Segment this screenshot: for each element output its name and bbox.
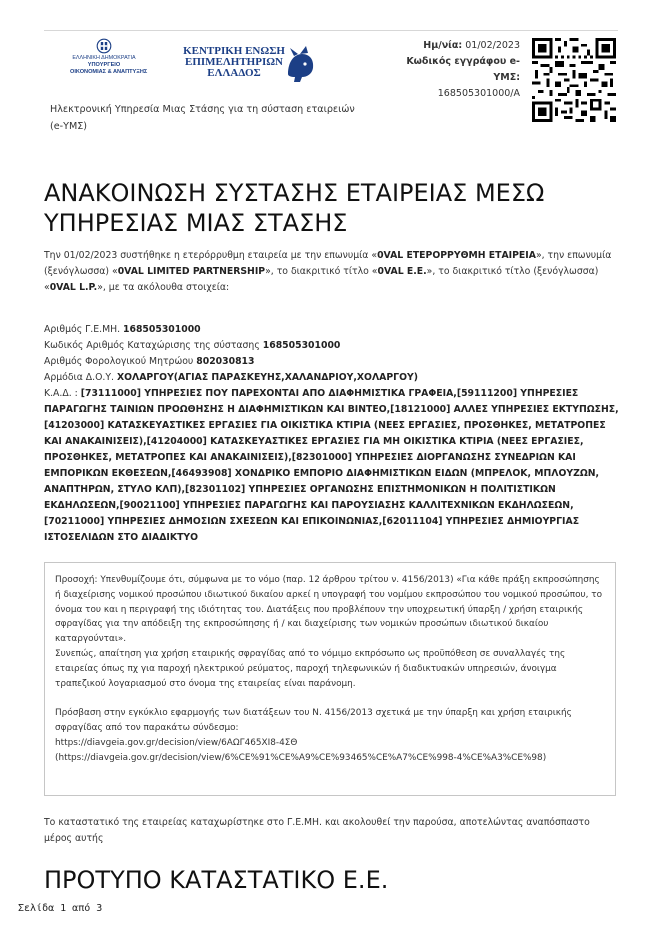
doy-label: Αρμόδια Δ.Ο.Υ. — [44, 372, 117, 383]
date-label: Ημ/νία: — [423, 40, 463, 51]
ministry-logo — [70, 38, 148, 76]
distinctive-title: 0VAL Ε.Ε. — [377, 266, 427, 277]
company-name-foreign: 0VAL LIMITED PARTNERSHIP — [117, 266, 266, 277]
document-meta — [380, 38, 520, 102]
doy-value: ΧΟΛΑΡΓΟΥ(ΑΓΙΑΣ ΠΑΡΑΣΚΕΥΗΣ,ΧΑΛΑΝΔΡΙΟΥ,ΧΟΛΑΡΓΟΥ) — [116, 372, 418, 383]
kee-logo — [174, 46, 294, 79]
statute-note: Το καταστατικό της εταιρείας καταχωρίστηκε στο Γ.Ε.ΜΗ. και ακολουθεί την παρούσα, αποτελώντας αναπόσπαστο μέρος αυτής — [44, 817, 590, 844]
intro-text: », την επωνυμία (ξενόγλωσσα) « — [44, 250, 612, 277]
registration-value: 168505301000 — [262, 340, 341, 351]
section-title: ΠΡΟΤΥΠΟ ΚΑΤΑΣΤΑΤΙΚΟ Ε.Ε. — [44, 866, 389, 894]
gemi-label: Αριθμός Γ.Ε.ΜΗ. — [44, 324, 123, 335]
page-title: ΑΝΑΚΟΙΝΩΣΗ ΣΥΣΤΑΣΗΣ ΕΤΑΙΡΕΙΑΣ ΜΕΣΩ ΥΠΗΡΕΣΙΑΣ ΜΙΑΣ ΣΤΑΣΗΣ — [44, 179, 545, 237]
greek-emblem-icon — [96, 38, 112, 54]
afm-value: 802030813 — [196, 356, 255, 367]
ministry-logo-line: ΕΛΛΗΝΙΚΗ ΔΗΜΟΚΡΑΤΙΑ — [72, 55, 136, 61]
header-divider — [44, 30, 618, 31]
doc-code-label: Κωδικός εγγράφου e-ΥΜΣ: — [406, 56, 520, 83]
intro-text: », με τα ακόλουθα στοιχεία: — [97, 282, 230, 293]
intro-paragraph — [44, 248, 617, 296]
afm-label: Αριθμός Φορολογικού Μητρώου — [44, 356, 197, 367]
kee-logo-line: ΕΛΛΑΔΟΣ — [207, 67, 261, 79]
diavgeia-link[interactable]: https://diavgeia.gov.gr/decision/view/6ΑΩΓ465ΧΙ8-4ΣΘ — [55, 737, 298, 748]
intro-text: », το διακριτικό τίτλο (ξενόγλωσσα) « — [44, 266, 599, 293]
hermes-head-icon — [280, 44, 320, 84]
kad-value: [73111000] ΥΠΗΡΕΣΙΕΣ ΠΟΥ ΠΑΡΕΧΟΝΤΑΙ ΑΠΟ ΔΙΑΦΗΜΙΣΤΙΚΑ ΓΡΑΦΕΙΑ,[59111200] ΥΠΗΡΕΣΙΕΣ ΠΑΡΑΓΩΓΗΣ ΤΑΙΝΙΩΝ ΠΡΟΩΘΗΣΗΣ Η ΔΙΑΦΗΜΙΣΤΙΚΩΝ ΚΑΙ ΒΙΝΤΕΟ,[18121000] ΑΛΛΕΣ ΥΠΗΡΕΣΙΕΣ ΕΚΤΥΠΩΣΗΣ,[41203000] ΚΑΤΑΣΚΕΥΑΣΤΙΚΕΣ ΕΡΓΑΣΙΕΣ ΓΙΑ ΟΙΚΙΣΤΙΚΑ ΚΤΙΡΙΑ (ΝΕΕΣ ΕΡΓΑΣΙΕΣ, ΠΡΟΣΘΗΚΕΣ, ΜΕΤΑΤΡΟΠΕΣ ΚΑΙ ΑΝΑΚΑΙΝΙΣΕΙΣ),[41204000] ΚΑΤΑΣΚΕΥΑΣΤΙΚΕΣ ΕΡΓΑΣΙΕΣ ΓΙΑ ΜΗ ΟΙΚΙΣΤΙΚΑ ΚΤΙΡΙΑ (ΝΕΕΣ ΕΡΓΑΣΙΕΣ, ΠΡΟΣΘΗΚΕΣ, ΜΕΤΑΤΡΟΠΕΣ ΚΑΙ ΑΝΑΚΑΙΝΙΣΕΙΣ),[82301000] ΥΠΗΡΕΣΙΕΣ ΔΙΟΡΓΑΝΩΣΗΣ ΣΥΝΕΔΡΙΩΝ ΚΑΙ ΕΜΠΟΡΙΚΩΝ ΕΚΘΕΣΕΩΝ,[46493908] ΧΟΝΔΡΙΚΟ ΕΜΠΟΡΙΟ ΔΙΑΦΗΜΙΣΤΙΚΩΝ ΕΙΔΩΝ (ΜΠΡΕΛΟΚ, ΜΠΛΟΥΖΩΝ, ΑΝΑΠΤΗΡΩΝ, ΣΤΥΛΟ ΚΛΠ),[82301102] ΥΠΗΡΕΣΙΕΣ ΟΡΓΑΝΩΣΗΣ ΕΠΙΣΤΗΜΟΝΙΚΩΝ Η ΠΟΛΙΤΙΣΤΙΚΩΝ ΕΚΔΗΛΩΣΕΩΝ,[90021100] ΥΠΗΡΕΣΙΕΣ ΠΑΡΑΓΩΓΗΣ ΚΑΙ ΠΑΡΟΥΣΙΑΣΗΣ ΚΑΛΛΙΤΕΧΝΙΚΩΝ ΕΚΔΗΛΩΣΕΩΝ,[70211000] ΥΠΗΡΕΣΙΕΣ ΔΗΜΟΣΙΩΝ ΣΧΕΣΕΩΝ ΚΑΙ ΕΠΙΚΟΙΝΩΝΙΑΣ,[62011104] ΥΠΗΡΕΣΙΕΣ ΔΗΜΙΟΥΡΓΙΑΣ ΙΣΤΟΣΕΛΙΔΩΝ ΣΤΟ ΔΙΑΔΙΚΤΥΟ — [44, 388, 619, 543]
afm-row — [44, 354, 619, 370]
service-description: Ηλεκτρονική Υπηρεσία Μιας Στάσης για τη σύσταση εταιρειών (e-ΥΜΣ) — [50, 104, 355, 132]
qr-code-icon — [532, 38, 616, 122]
distinctive-title-foreign: 0VAL L.P. — [49, 282, 98, 293]
kad-label: Κ.Α.Δ. : — [44, 388, 81, 399]
diavgeia-link-encoded[interactable]: (https://diavgeia.gov.gr/decision/view/6%CE%91%CE%A9%CE%93465%CE%A7%CE%998-4%CE%A3%CE%98) — [55, 752, 547, 763]
notice-paragraph: Πρόσβαση στην εγκύκλιο εφαρμογής των διατάξεων του Ν. 4156/2013 σχετικά με την ύπαρξη και χρήση εταιρικής σφραγίδας από τον παρακάτω σύνδεσμο: — [55, 708, 572, 734]
notice-paragraph: Συνεπώς, απαίτηση για χρήση εταιρικής σφραγίδας από το νόμιμο εκπρόσωπο ως προϋπόθεση σε συναλλαγές της εταιρείας όπως πχ για παροχή ηλεκτρικού ρεύματος, παροχή τηλεφωνικών ή διαδικτυακών υπηρεσιών, άνοιγμα τραπεζικού λογαριασμού στο όνομα της εταιρείας είναι παράνομη. — [55, 648, 566, 689]
doy-row — [44, 370, 619, 386]
page-number: Σελίδα 1 από 3 — [18, 903, 103, 914]
gemi-value: 168505301000 — [123, 324, 201, 335]
gemi-row — [44, 322, 619, 338]
date-value: 01/02/2023 — [465, 40, 520, 51]
notice-box — [44, 562, 616, 796]
kee-logo-line: ΚΕΝΤΡΙΚΗ ΕΝΩΣΗ — [183, 45, 285, 57]
ministry-logo-line: ΟΙΚΟΝΟΜΙΑΣ & ΑΝΑΠΤΥΞΗΣ — [70, 69, 148, 75]
registration-label: Κωδικός Αριθμός Καταχώρισης της σύστασης — [44, 340, 263, 351]
kee-logo-line: ΕΠΙΜΕΛΗΤΗΡΙΩΝ — [185, 56, 283, 68]
company-details — [44, 322, 619, 546]
registration-row — [44, 338, 619, 354]
kad-row — [44, 386, 619, 546]
ministry-logo-line: ΥΠΟΥΡΓΕΙΟ — [87, 62, 121, 68]
company-name: 0VAL ΕΤΕΡΟΡΡΥΘΜΗ ΕΤΑΙΡΕΙΑ — [377, 250, 536, 261]
notice-paragraph: Προσοχή: Υπενθυμίζουμε ότι, σύμφωνα με το νόμο (παρ. 12 άρθρου τρίτου ν. 4156/2013) «Για κάθε πράξη εκπροσώπησης ή διαχείρισης νομικού προσώπου ιδιωτικού δικαίου αρκεί η υπογραφή του νομίμου εκπροσώπου του νομικού προσώπου, το όνομα του και η περιγραφή της ιδιότητας του. Διατάξεις που προβλέπουν την υποχρεωτική ύπαρξη / χρήση εταιρικής σφραγίδας για την απόδειξη της εκπροσώπησης ή / και διαχείρισης των νομικών προσώπων ιδιωτικού δικαίου καταργούνται». — [55, 575, 603, 645]
intro-text: », το διακριτικό τίτλο « — [265, 266, 378, 277]
intro-text: Την 01/02/2023 συστήθηκε η ετερόρρυθμη εταιρεία με την επωνυμία « — [44, 250, 378, 261]
doc-code-value: 168505301000/Α — [437, 88, 520, 99]
